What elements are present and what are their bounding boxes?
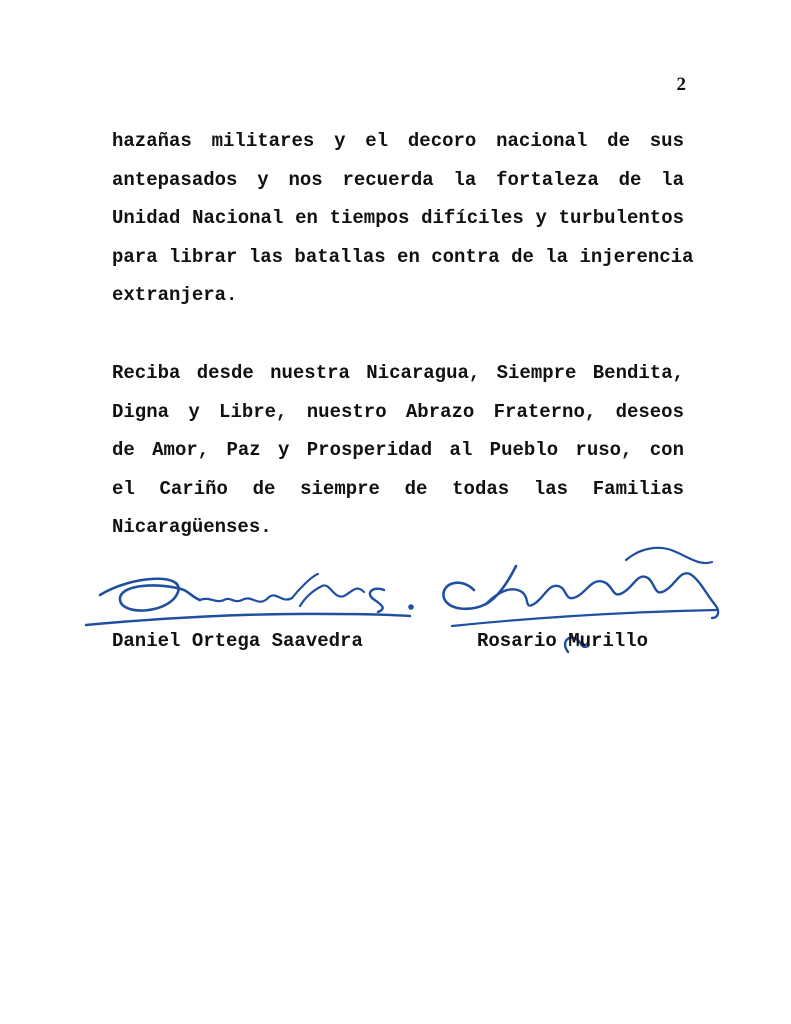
text-line: para librar las batallas en contra de la injerencia [112, 245, 694, 268]
text-line: Reciba desde nuestra Nicaragua, Siempre Bendita, [112, 362, 684, 384]
text-line: Digna y Libre, nuestro Abrazo Fraterno, deseos [112, 400, 684, 423]
right-signature-opening-loop [443, 566, 516, 609]
left-signature-initial-loop [100, 579, 200, 611]
left-signature-letter-s [370, 589, 384, 612]
text-line: extranjera. [112, 284, 238, 306]
text-line: Unidad Nacional en tiempos difíciles y turbulentos [112, 207, 684, 229]
text-line: antepasados y nos recuerda la fortaleza de la [112, 168, 684, 191]
signer-name-right: Rosario Murillo [477, 630, 649, 652]
body-paragraph-1 [112, 122, 694, 315]
left-signature-dot [408, 604, 414, 610]
left-signature-cross-stroke [292, 574, 364, 606]
left-signature-middle-stroke [200, 595, 292, 601]
left-signature-underline [86, 614, 410, 625]
text-line: Nicaragüenses. [112, 516, 272, 538]
signer-name-left: Daniel Ortega Saavedra [112, 630, 363, 652]
page-number: 2 [676, 74, 686, 95]
text-line: el Cariño de siempre de todas las Familias [112, 477, 684, 500]
text-line: de Amor, Paz y Prosperidad al Pueblo ruso, con [112, 439, 684, 461]
text-line: hazañas militares y el decoro nacional de sus [112, 130, 684, 152]
right-signature-closing-hook [690, 574, 718, 618]
right-signature-underline [452, 610, 716, 626]
left-signature-graphic [86, 574, 414, 625]
right-signature-body [486, 573, 690, 605]
body-paragraph-2 [112, 354, 684, 547]
right-signature-upper-flourish [626, 548, 712, 563]
